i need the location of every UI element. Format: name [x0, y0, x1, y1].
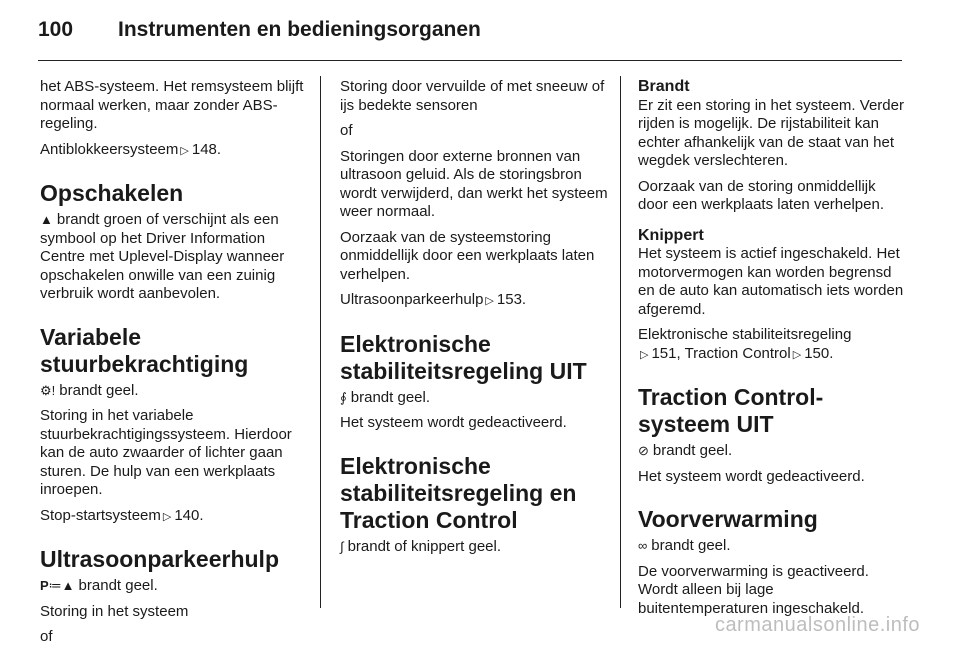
column-1	[40, 78, 306, 654]
paragraph: Het systeem is actief ingeschakeld. Het motorvermogen kan worden begrensd en de auto kan automatisch iets worden afgeremd.	[638, 245, 904, 318]
cross-reference: Stop-startsysteem▷ 140.	[40, 507, 306, 527]
section-heading: Variabele stuurbekrachtiging	[40, 323, 249, 377]
steering-warning-icon: ⚙!	[40, 382, 56, 398]
column-3	[638, 78, 904, 625]
cross-reference: Antiblokkeersysteem▷ 148.	[40, 141, 306, 161]
column-2	[340, 78, 610, 563]
section-heading: Elektronische stabiliteitsregeling UIT	[340, 330, 587, 384]
paragraph: Storingen door externe bronnen van ultrasoon geluid. Als de storingsbron wordt verwijderd, dan werkt het systeem weer normaal.	[340, 147, 608, 220]
paragraph: Oorzaak van de storing onmiddellijk door een werkplaats laten verhelpen.	[638, 177, 884, 213]
watermark: carmanualsonline.info	[714, 614, 920, 636]
section-heading: Voorverwarming	[638, 506, 818, 532]
cross-reference: Elektronische stabiliteitsregeling ▷ 151, Traction Control▷ 150.	[638, 326, 904, 364]
paragraph: P≔▲ brandt geel.	[40, 577, 158, 594]
page-ref-arrow-icon	[638, 345, 651, 362]
column-divider	[320, 76, 321, 608]
esc-icon: ∫	[340, 538, 344, 554]
cross-reference: Ultrasoonparkeerhulp▷ 153.	[340, 291, 610, 311]
paragraph: ∫ brandt of knippert geel.	[340, 537, 501, 555]
column-divider	[620, 76, 621, 608]
paragraph: of	[40, 628, 53, 645]
section-heading: Elektronische stabiliteitsregeling en Traction Control	[340, 452, 577, 533]
glow-plug-icon: ∞	[638, 538, 648, 553]
paragraph: Storing door vervuilde of met sneeuw of ijs bedekte sensoren	[340, 78, 605, 114]
paragraph: het ABS-systeem. Het remsysteem blijft normaal werken, maar zonder ABS-regeling.	[40, 78, 304, 132]
paragraph: ∞ brandt geel.	[638, 537, 731, 554]
paragraph: De voorverwarming is geactiveerd. Wordt alleen bij lage buitentemperaturen ingeschakeld.	[638, 562, 869, 617]
section-heading: Traction Control-systeem UIT	[638, 384, 824, 437]
subsection-heading: Knippert	[638, 226, 704, 244]
section-heading: Opschakelen	[40, 180, 184, 206]
paragraph: of	[340, 122, 353, 139]
page-ref-arrow-icon	[791, 345, 804, 362]
page-number: 100	[38, 18, 74, 41]
esc-off-icon: ∮	[340, 389, 347, 405]
parking-assist-icon: P≔▲	[40, 578, 75, 593]
paragraph: ▲ brandt groen of verschijnt als een symbool op het Driver Information Centre met Uplevel-Display wanneer opschakelen onwille van een zuinig verbruik wordt aanbevolen.	[40, 211, 285, 302]
paragraph: ⊘ brandt geel.	[638, 442, 733, 459]
traction-control-off-icon: ⊘	[638, 443, 649, 458]
header-rule	[38, 60, 902, 61]
paragraph: Storing in het variabele stuurbekrachtigingssysteem. Hierdoor kan de auto zwaarder of lichter gaan sturen. De hulp van een werkplaats inroepen.	[40, 407, 292, 498]
paragraph: Het systeem wordt gedeactiveerd.	[638, 467, 865, 485]
page-ref-arrow-icon	[483, 291, 496, 308]
page-ref-arrow-icon	[161, 507, 174, 524]
page-title: Instrumenten en bedieningsorganen	[118, 18, 481, 41]
paragraph: Het systeem wordt gedeactiveerd.	[340, 414, 567, 431]
page-ref-arrow-icon	[178, 141, 191, 158]
section-heading: Ultrasoonparkeerhulp	[40, 546, 279, 572]
upshift-arrow-icon: ▲	[40, 212, 53, 227]
paragraph: Oorzaak van de systeemstoring onmiddellijk door een werkplaats laten verhelpen.	[340, 228, 595, 283]
paragraph: Storing in het systeem	[40, 602, 189, 620]
paragraph: ⚙! brandt geel.	[40, 381, 139, 399]
paragraph: ∮ brandt geel.	[340, 388, 431, 406]
subsection-heading: Brandt	[638, 78, 690, 95]
paragraph: Er zit een storing in het systeem. Verder rijden is mogelijk. De rijstabiliteit kan echter afhankelijk van de staat van het wegdek verslechteren.	[638, 96, 904, 169]
